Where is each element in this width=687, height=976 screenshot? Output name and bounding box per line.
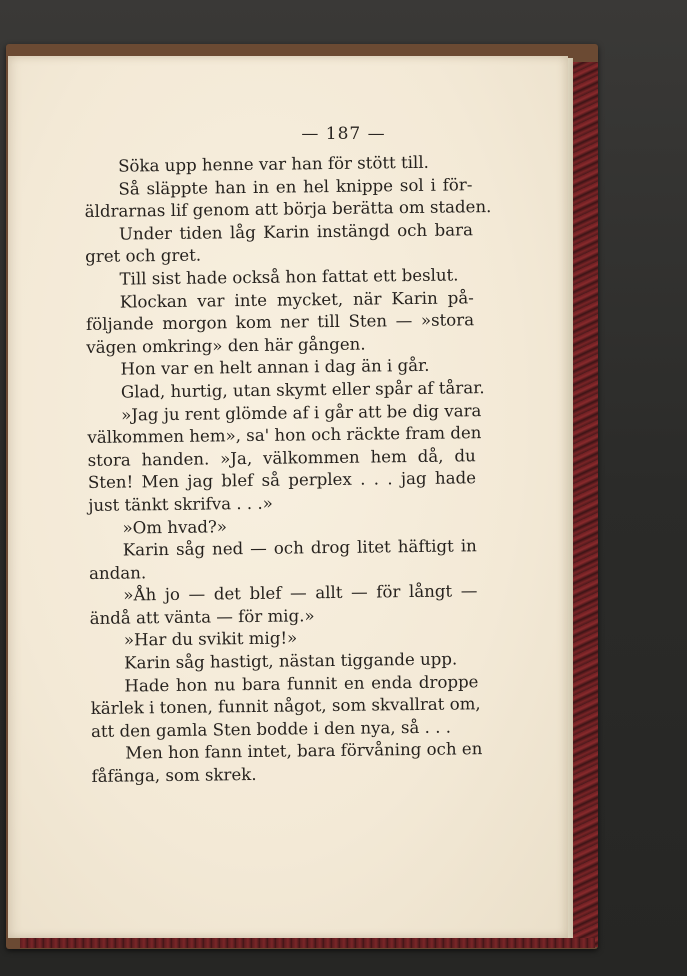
text-line: Men hon fann intet, bara förvåning och en [125,739,483,763]
text-line: Söka upp henne var han för stött till. [118,152,429,176]
text-line: Sten! Men jag blef så perplex . . . jag hade [87,468,477,493]
text-line: andan. [88,562,147,583]
text-line: Under tiden låg Karin instängd och bara [118,220,474,244]
body-text [84,151,492,788]
text-line: Klockan var inte mycket, när Karin på- [119,287,474,312]
text-line: Karin såg ned — och drog litet häftigt in [122,536,477,560]
text-line: att den gamla Sten bodde i den nya, så . . . [90,717,452,741]
text-line: Hade hon nu bara funnit en enda droppe [124,671,479,696]
text-line: »Jag ju rent glömde af i går att be dig vara [121,400,482,425]
text-line: äldrarnas lif genom att börja berätta om staden. [84,197,492,222]
text-line: stora handen. »Ja, välkommen hem då, du [87,445,476,470]
text-line: Hon var en helt annan i dag än i går. [120,356,430,379]
text-line: vägen omkring» den här gången. [86,334,366,357]
text-line: fåfänga, som skrek. [91,764,257,786]
text-line: Karin såg hastigt, nästan tiggande upp. [124,649,458,673]
text-line: välkommen hem», sa' hon och räckte fram den [87,423,482,448]
text-line: Till sist hade också hon fattat ett beslut. [119,265,459,289]
text-line: kärlek i tonen, funnit något, som skvallrat om, [90,694,481,719]
text-line: ändå att vänta — för mig.» [89,606,315,628]
text-line: följande morgon kom ner till Sten — »stora [85,310,475,335]
bottom-page-edge [20,938,595,948]
text-line: gret och gret. [85,245,202,267]
text-line: Så släppte han in en hel knippe sol i för- [118,174,473,199]
text-line: just tänkt skrifva . . .» [88,493,273,515]
text-line: »Har du svikit mig!» [123,628,298,651]
text-line: »Om hvad?» [122,516,228,538]
text-line: »Åh jo — det blef — allt — för långt — [123,581,478,605]
text-line: Glad, hurtig, utan skymt eller spår af tårar. [120,378,485,402]
page-number: — 187 — [301,124,386,144]
